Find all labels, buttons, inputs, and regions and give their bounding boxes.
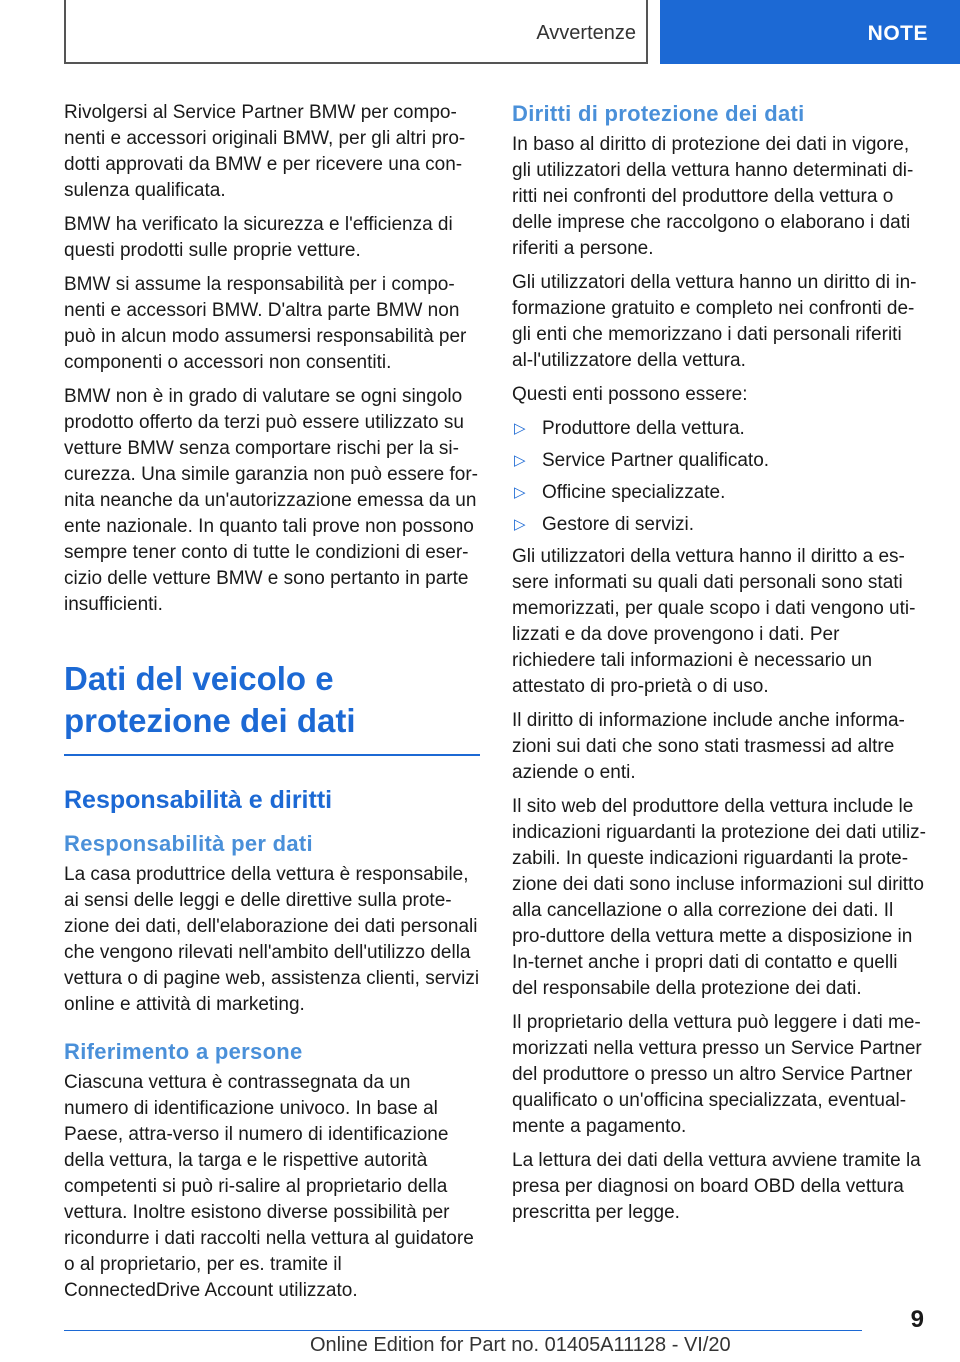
list-item-text: Produttore della vettura. [542, 418, 745, 439]
list-item [512, 512, 926, 538]
footer-divider [64, 1330, 862, 1331]
page-number: 9 [910, 1306, 924, 1333]
paragraph: Ciascuna vettura è contrassegnata da un numero di identificazione univoco. In base al Paese, attra-verso il numero di identificazione della vettura, la targa e le rispettive autorità competenti si può ri-salire al proprietario della vettura. Inoltre esistono diverse possibilità per ricondurre i dati raccolti nella vettura al guidatore o al proprietario, per es. tramite il ConnectedDrive Account utilizzato. [64, 1072, 474, 1301]
paragraph: Gli utilizzatori della vettura hanno un diritto di in-formazione gratuito e completo nei confronti de-gli enti che memorizzano i dati personali riferiti al-l'utilizzatore della vettura. [512, 272, 917, 371]
subsection-title: Riferimento a persone [64, 1039, 303, 1064]
paragraph: Questi enti possono essere: [512, 384, 748, 405]
header-tab-box [660, 0, 960, 64]
paragraph: La casa produttrice della vettura è responsabile, ai sensi delle leggi e delle direttive sulla prote-zione dei dati, dell'elaborazione dei dati personali che vengono rilevati nell'ambito dell'utilizzo della vettura o di pagine web, assistenza clienti, servizi online e attività di marketing. [64, 864, 480, 1015]
paragraph: BMW non è in grado di valutare se ogni singolo prodotto offerto da terzi può essere utilizzato su vetture BMW senza comportare rischi per la si-curezza. Una simile garanzia non può essere for-nita neanche da un'autorizzazione emessa da un ente nazionale. In quanto tali prove non possono sempre tener conto di tutte le condizioni di eser-cizio delle vetture BMW e sono pertanto in parte insufficienti. [64, 386, 478, 615]
triangle-bullet-icon: ▷ [514, 452, 526, 469]
triangle-bullet-icon: ▷ [514, 420, 526, 437]
paragraph: Gli utilizzatori della vettura hanno il diritto a es-sere informati su quali dati personali sono stati memorizzati, per quale scopo i dati vengono uti-lizzati e da dove provengono i dati. Per richiedere tali informazioni è necessario un attestato di pro-prietà o di uso. [512, 546, 916, 697]
entity-list [512, 416, 926, 538]
triangle-bullet-icon: ▷ [514, 516, 526, 533]
paragraph: In baso al diritto di protezione dei dati in vigore, gli utilizzatori della vettura hanno determinati di-ritti nei confronti del produttore della vettura o delle imprese che raccolgono o elaborano i dati riferiti a persone. [512, 134, 914, 259]
chapter-title: Dati del veicolo e protezione dei dati [64, 660, 356, 739]
paragraph: Il diritto di informazione include anche informa-zioni sui dati che sono stati trasmessi ad altre aziende o enti. [512, 710, 905, 783]
left-column [64, 100, 480, 1312]
subsection-title: Diritti di protezione dei dati [512, 101, 805, 126]
triangle-bullet-icon: ▷ [514, 484, 526, 501]
footer-edition: Online Edition for Part no. 01405A11128 - VI/20 [310, 1334, 731, 1356]
section-title: Responsabilità e diritti [64, 786, 333, 814]
paragraph: BMW si assume la responsabilità per i compo-nenti e accessori BMW. D'altra parte BMW non può in alcun modo assumersi responsabilità per componenti o accessori non consentiti. [64, 274, 467, 373]
list-item [512, 480, 926, 506]
list-item-text: Service Partner qualificato. [542, 450, 770, 471]
list-item-text: Officine specializzate. [542, 482, 726, 503]
paragraph: Il sito web del produttore della vettura include le indicazioni riguardanti la protezione dei dati utiliz-zabili. In queste indicazioni riguardanti la prote-zione dei dati sono incluse informazioni sul diritto alla cancellazione o alla correzione dei dati. Il pro-duttore della vettura mette a disposizione in In-ternet anche i propri dati di contatto e quelli del responsabile della protezione dei dati. [512, 796, 927, 999]
right-column [512, 100, 926, 1234]
header-section-title: Avvertenze [536, 22, 636, 44]
list-item-text: Gestore di servizi. [542, 514, 695, 535]
chapter-divider [64, 754, 480, 756]
paragraph: Rivolgersi al Service Partner BMW per compo-nenti e accessori originali BMW, per gli altri pro-dotti approvati da BMW e per ricevere una con-sulenza qualificata. [64, 102, 466, 201]
paragraph: Il proprietario della vettura può leggere i dati me-morizzati nella vettura presso un Service Partner del produttore o presso un altro Service Partner qualificato o un'officina specializzata, eventual-mente a pagamento. [512, 1012, 922, 1137]
paragraph: La lettura dei dati della vettura avviene tramite la presa per diagnosi on board OBD della vettura prescritta per legge. [512, 1150, 921, 1223]
paragraph: BMW ha verificato la sicurezza e l'efficienza di questi prodotti sulle proprie vetture. [64, 214, 453, 261]
header-tab-label: NOTE [867, 22, 928, 45]
list-item [512, 448, 926, 474]
list-item [512, 416, 926, 442]
header-section-box [64, 0, 648, 64]
subsection-title: Responsabilità per dati [64, 831, 313, 856]
